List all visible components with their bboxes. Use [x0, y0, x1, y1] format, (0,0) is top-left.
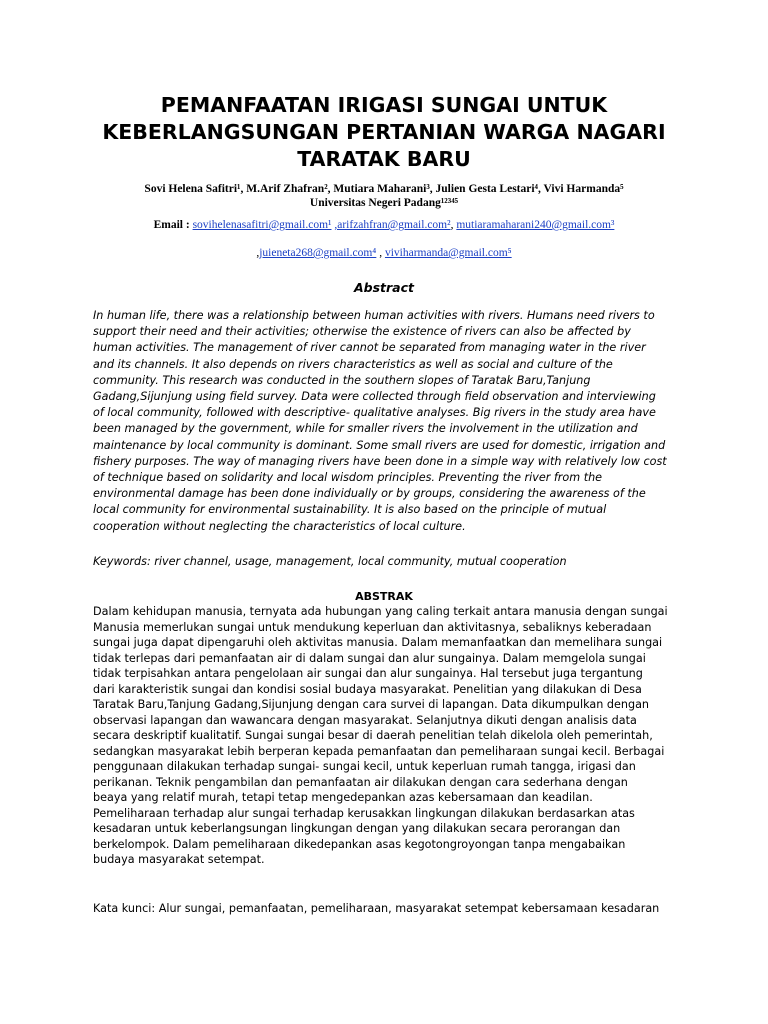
abstrak-line: budaya masyarakat setempat. — [93, 853, 265, 866]
separator: , — [256, 247, 260, 259]
title-line: KEBERLANGSUNGAN PERTANIAN WARGA NAGARI — [102, 120, 666, 144]
abstract-line: community. This research was conducted in the southern slopes of Taratak Baru,Tanjung — [93, 373, 591, 387]
separator: , — [450, 219, 457, 231]
abstrak-line: sedangkan masyarakat lebih berperan kepada pemanfaatan dan pemeliharaan sungai kecil. Berbagai — [93, 744, 665, 758]
author-list: Sovi Helena Safitri¹, M.Arif Zhafran², Mutiara Maharani³, Julien Gesta Lestari⁴, Vivi Harmanda⁵ — [144, 183, 624, 195]
abstrak-line: dari karakteristik sungai dan kondisi sosial budaya masyarakat. Penelitian yang dilakukan di Desa — [93, 682, 642, 696]
abstract-line: been managed by the government, while for smaller rivers the involvement in the utilization and — [93, 422, 638, 436]
email-link[interactable]: viviharmanda@gmail.com⁵ — [384, 247, 512, 259]
email-link[interactable]: juieneta268@gmail.com⁴ — [259, 247, 377, 259]
abstrak-line: Manusia memerlukan sungai untuk mendukung keperluan dan aktivitasnya, sebaliknys keberadaan — [93, 620, 652, 634]
abstrak-line: Taratak Baru,Tanjung Gadang,Sijunjung dengan cara survei di lapangan. Data dikumpulkan dengan — [93, 698, 650, 711]
abstract-line: support their need and their activities; otherwise the existence of rivers can also be affected by — [93, 325, 631, 339]
abstrak-line: Pemeliharaan terhadap alur sungai terhadap kerusakkan lingkungan dilakukan berdasarkan atas — [93, 806, 635, 820]
author-block — [60, 182, 708, 210]
abstract-line: and its channels. It also depends on rivers characteristics as well as social and culture of the — [93, 357, 613, 371]
abstract-line: environmental damage has been done individually or by groups, considering the awareness of the — [93, 487, 646, 501]
abstract-line: local community for environmental sustainability. It is also based on the principle of mutual — [93, 503, 607, 517]
abstrak-line: secara deskriptif kualitatif. Sungai sungai besar di daerah penelitian telah dikelola oleh pemerintah, — [93, 729, 653, 742]
title-line: PEMANFAATAN IRIGASI SUNGAI UNTUK — [160, 93, 608, 117]
abstrak-line: tidak terlepas dari pemanfaatan air di dalam sungai dan alur sungainya. Dalam memgelola sungai — [93, 651, 646, 665]
title-line: TARATAK BARU — [297, 147, 471, 171]
email-link[interactable]: mutiaramaharani240@gmail.com³ — [456, 219, 615, 231]
keywords: Keywords: river channel, usage, management, local community, mutual cooperation — [93, 555, 567, 568]
abstract-line: of local community, followed with descriptive- qualitative analyses. Big rivers in the study area have — [93, 406, 656, 420]
abstrak-line: beaya yang relatif murah, tetapi tetap mengedepankan azas kebersamaan dan keadilan. — [93, 791, 593, 804]
email-label: Email : — [153, 219, 190, 231]
abstrak-line: penggunaan dilakukan terhadap sungai- sungai kecil, untuk keperluan rumah tangga, irigasi dan — [93, 760, 636, 773]
abstract-line: fishery purposes. The way of managing rivers have been done in a simple way with relatively low cost — [93, 454, 667, 468]
abstrak-heading: ABSTRAK — [355, 590, 413, 603]
abstrak-line: perikanan. Teknik pengambilan dan pemanfaatan air dilakukan dengan cara sederhana dengan — [93, 775, 628, 789]
abstract-line: Gadang,Sijunjung using field survey. Data were collected through field observation and interviewing — [93, 390, 656, 404]
abstract-line: of technique based on solidarity and local wisdom principles. Preventing the river from the — [93, 471, 603, 485]
abstract-line: maintenance by local community is dominant. Some small rivers are used for domestic, irrigation and — [93, 438, 666, 452]
abstract-line: cooperation without neglecting the characteristics of local culture. — [93, 519, 466, 533]
affiliation: Universitas Negeri Padang¹²³⁴⁵ — [309, 197, 459, 209]
email-line-2 — [60, 247, 708, 259]
abstrak-line: sungai juga dapat dipengaruhi oleh aktivitas manusia. Dalam memanfaatkan dan memelihara sungai — [93, 636, 663, 649]
abstract-line: human activities. The management of river cannot be separated from managing water in the river — [93, 341, 646, 355]
email-link[interactable]: ,arifzahfran@gmail.com² — [334, 219, 451, 231]
email-line-1 — [60, 219, 708, 231]
abstrak-line: Dalam kehidupan manusia, ternyata ada hubungan yang caling terkait antara manusia dengan sungai — [93, 605, 668, 618]
abstract-line: In human life, there was a relationship between human activities with rivers. Humans need rivers to — [93, 309, 655, 322]
abstrak-line: tidak terpisahkan antara pengelolaan air sungai dan alur sungainya. Hal tersebut juga tergantung — [93, 667, 643, 680]
abstract-body — [93, 308, 683, 535]
paper-title — [60, 92, 708, 173]
abstrak-line: observasi lapangan dan wawancara dengan masyarakat. Selanjutnya dikuti dengan analisis data — [93, 713, 637, 727]
abstrak-line: berkelompok. Dalam pemeliharaan dikedepankan asas kegotongroyongan tanpa mengabaikan — [93, 837, 626, 851]
email-link[interactable]: sovihelenasafitri@gmail.com¹ — [192, 219, 332, 231]
abstract-heading: Abstract — [353, 280, 415, 295]
kata-kunci: Kata kunci: Alur sungai, pemanfaatan, pemeliharaan, masyarakat setempat kebersamaan kesadaran — [93, 902, 660, 915]
abstrak-line: kesadaran untuk keberlangsungan lingkungan dengan yang dilakukan secara perorangan dan — [93, 822, 621, 835]
separator: , — [379, 247, 385, 259]
abstrak-body — [93, 604, 693, 868]
